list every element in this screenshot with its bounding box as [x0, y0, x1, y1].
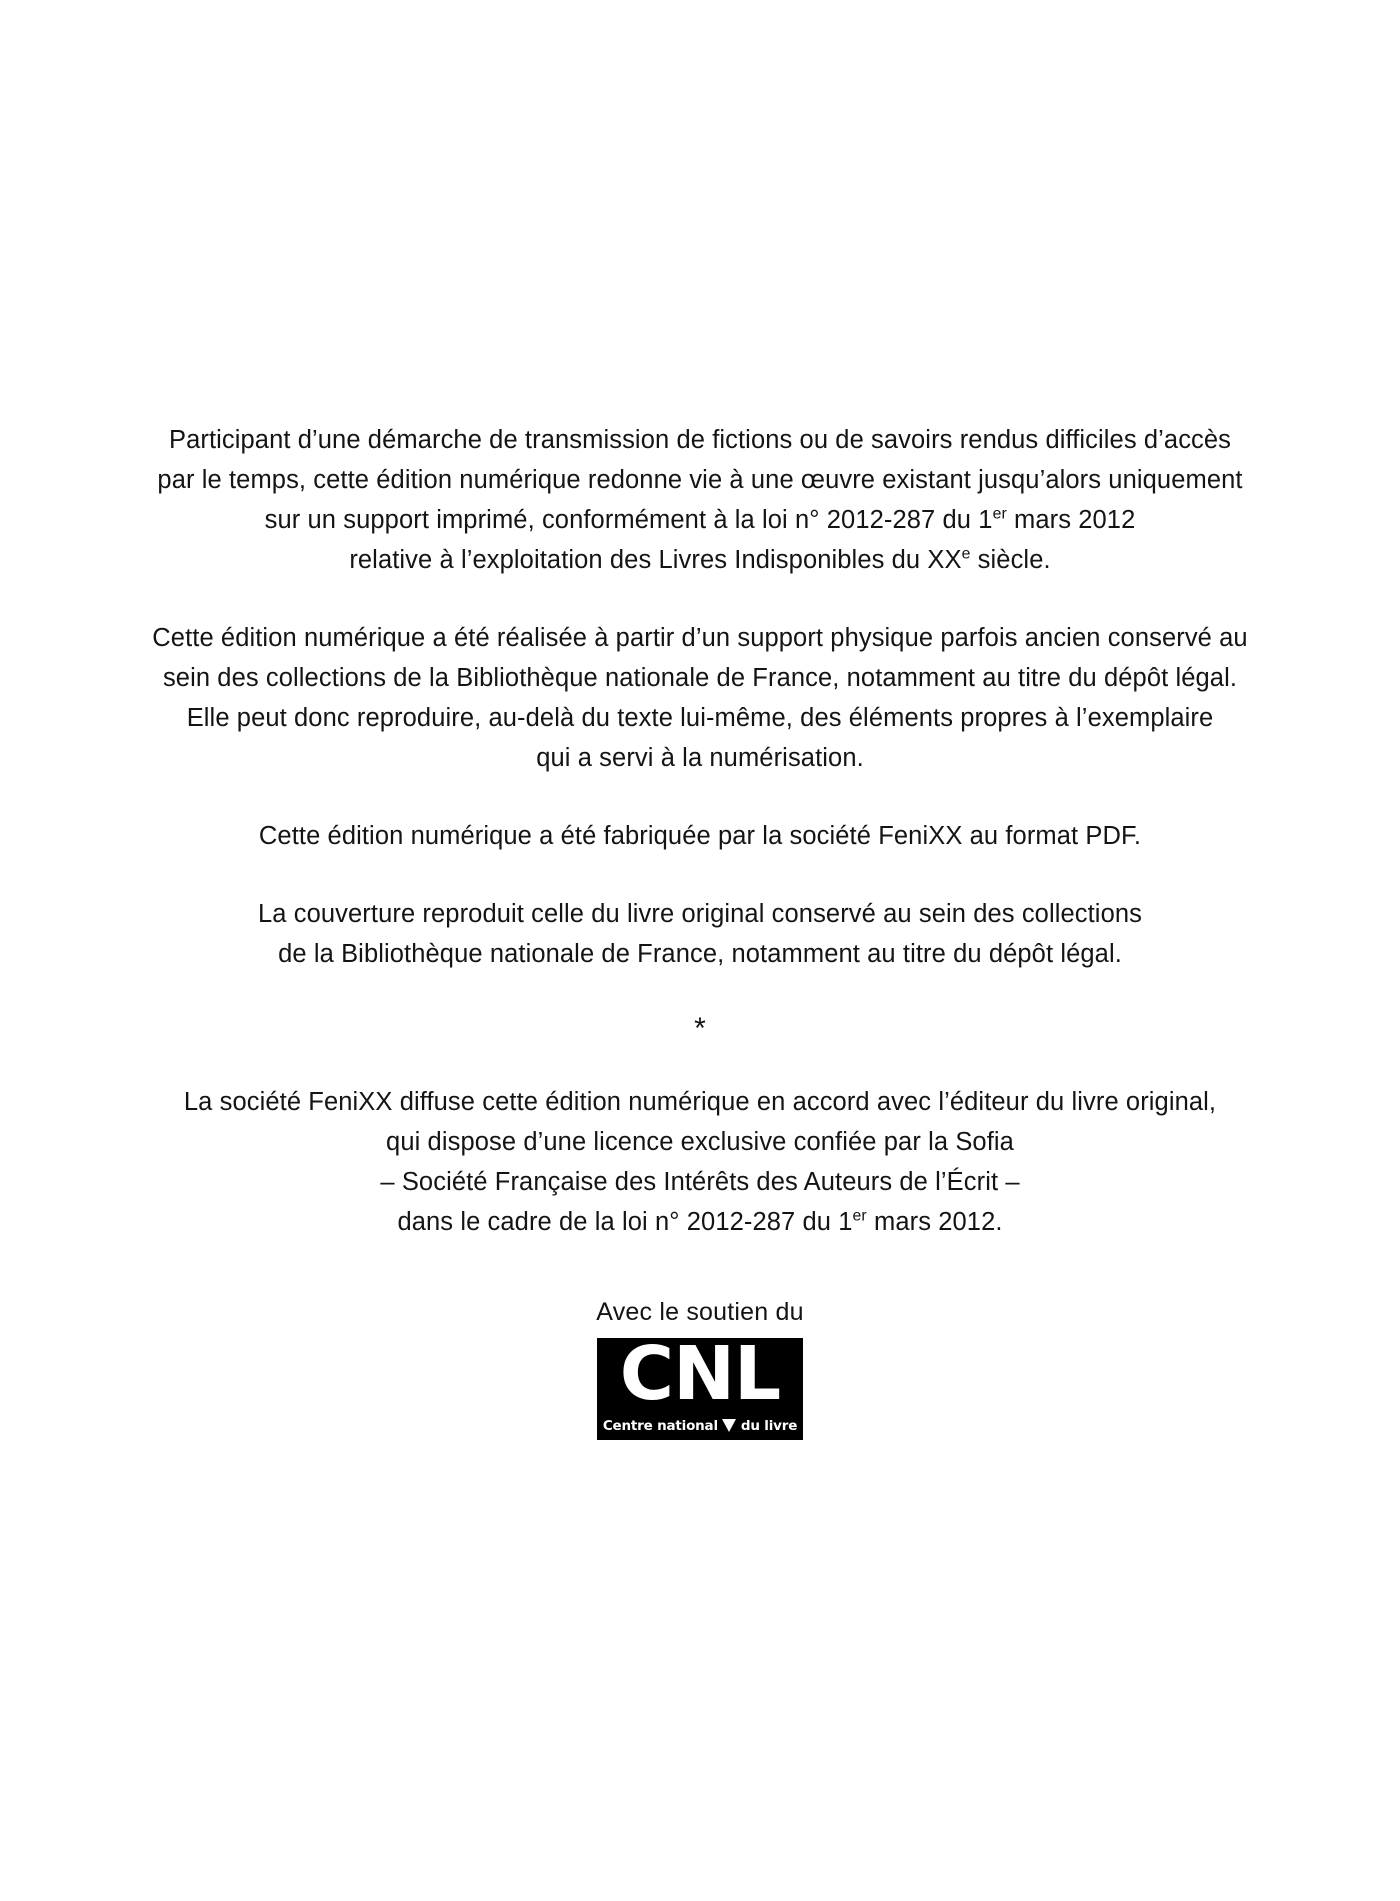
- paragraph-diffusion-line-4a: dans le cadre de la loi n° 2012-287 du 1: [397, 1208, 853, 1236]
- paragraph-support-line-1: Cette édition numérique a été réalisée à partir d’un support physique parfois ancien conservé au: [152, 624, 1248, 652]
- paragraph-support-line-2: sein des collections de la Bibliothèque nationale de France, notamment au titre du dépôt légal.: [162, 664, 1238, 692]
- paragraph-diffusion-line-4b: mars 2012.: [866, 1208, 1003, 1236]
- paragraph-couverture-line-1: La couverture reproduit celle du livre original conservé au sein des collections: [258, 900, 1142, 928]
- cnl-logo-acronym: CNL: [619, 1338, 781, 1417]
- triangle-marker-icon: [722, 1419, 736, 1432]
- cnl-subtitle-left: Centre national: [602, 1418, 718, 1434]
- paragraph-couverture-line-2: de la Bibliothèque nationale de France, notamment au titre du dépôt légal.: [278, 940, 1122, 968]
- paragraph-fabrication-line-1: Cette édition numérique a été fabriquée par la société FeniXX au format PDF.: [258, 822, 1142, 850]
- sponsor-caption: Avec le soutien du: [596, 1298, 804, 1326]
- cnl-logo-subtitle: [597, 1418, 803, 1434]
- paragraph-transmission-line-4b: siècle.: [970, 546, 1051, 574]
- paragraph-support-line-4: qui a servi à la numérisation.: [536, 744, 864, 772]
- ordinal-suffix-e: e: [961, 545, 971, 563]
- section-separator-asterisk: *: [694, 1012, 706, 1045]
- paragraph-diffusion-line-3: – Société Française des Intérêts des Auteurs de l’Écrit –: [380, 1168, 1020, 1196]
- cnl-subtitle-right: du livre: [740, 1418, 798, 1434]
- paragraph-diffusion-line-1: La société FeniXX diffuse cette édition numérique en accord avec l’éditeur du livre original,: [183, 1088, 1217, 1116]
- paragraph-support-physique: [130, 618, 1270, 778]
- paragraph-couverture: [130, 894, 1270, 974]
- sponsor-block: [130, 1296, 1270, 1445]
- paragraph-transmission-line-4a: relative à l’exploitation des Livres Indisponibles du XX: [349, 546, 962, 574]
- ordinal-suffix-er: er: [992, 505, 1007, 523]
- paragraph-transmission-line-1: Participant d’une démarche de transmission de fictions ou de savoirs rendus difficiles d’accès: [168, 426, 1232, 454]
- ordinal-suffix-er-2: er: [852, 1207, 867, 1225]
- paragraph-diffusion-line-2: qui dispose d’une licence exclusive confiée par la Sofia: [386, 1128, 1014, 1156]
- paragraph-transmission-line-3b: mars 2012: [1006, 506, 1136, 534]
- legal-notice-block: [130, 420, 1270, 1445]
- paragraph-support-line-3: Elle peut donc reproduire, au-delà du texte lui-même, des éléments propres à l’exemplaire: [186, 704, 1214, 732]
- cnl-logo: [597, 1338, 803, 1440]
- paragraph-transmission-line-2: par le temps, cette édition numérique redonne vie à une œuvre existant jusqu’alors uniquement: [157, 466, 1243, 494]
- paragraph-diffusion: [130, 1082, 1270, 1242]
- paragraph-transmission: [130, 420, 1270, 580]
- paragraph-transmission-line-3a: sur un support imprimé, conformément à la loi n° 2012-287 du 1: [264, 506, 993, 534]
- paragraph-fabrication: [130, 816, 1270, 856]
